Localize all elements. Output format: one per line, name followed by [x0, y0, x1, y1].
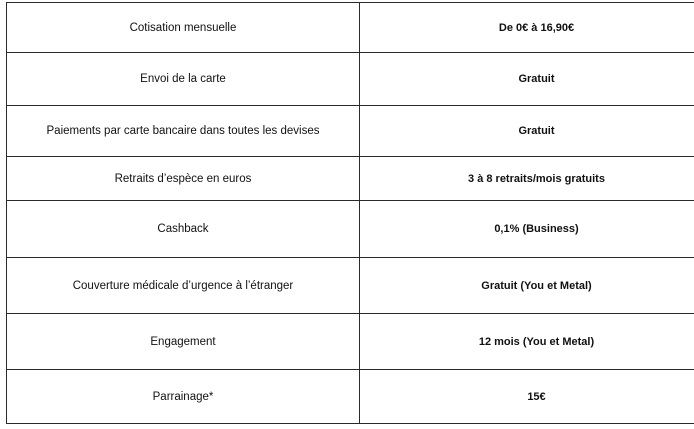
row-value: 0,1% (Business): [360, 201, 694, 258]
row-value: 3 à 8 retraits/mois gratuits: [360, 157, 694, 201]
table-row: [7, 258, 694, 314]
row-label: Envoi de la carte: [7, 53, 360, 106]
row-value: Gratuit: [360, 106, 694, 157]
row-label: Cashback: [7, 201, 360, 258]
row-value: 12 mois (You et Metal): [360, 314, 694, 370]
table-row: [7, 106, 694, 157]
table-row: [7, 201, 694, 258]
row-label: Parrainage*: [7, 370, 360, 424]
pricing-table: [6, 2, 694, 424]
row-label: Retraits d’espèce en euros: [7, 157, 360, 201]
row-label: Cotisation mensuelle: [7, 3, 360, 53]
row-label: Engagement: [7, 314, 360, 370]
row-label: Paiements par carte bancaire dans toutes les devises: [7, 106, 360, 157]
table-row: [7, 53, 694, 106]
row-value: Gratuit: [360, 53, 694, 106]
row-value: 15€: [360, 370, 694, 424]
row-label: Couverture médicale d’urgence à l’étranger: [7, 258, 360, 314]
table-row: [7, 157, 694, 201]
table-row: [7, 370, 694, 424]
table-row: [7, 3, 694, 53]
row-value: Gratuit (You et Metal): [360, 258, 694, 314]
table-row: [7, 314, 694, 370]
row-value: De 0€ à 16,90€: [360, 3, 694, 53]
